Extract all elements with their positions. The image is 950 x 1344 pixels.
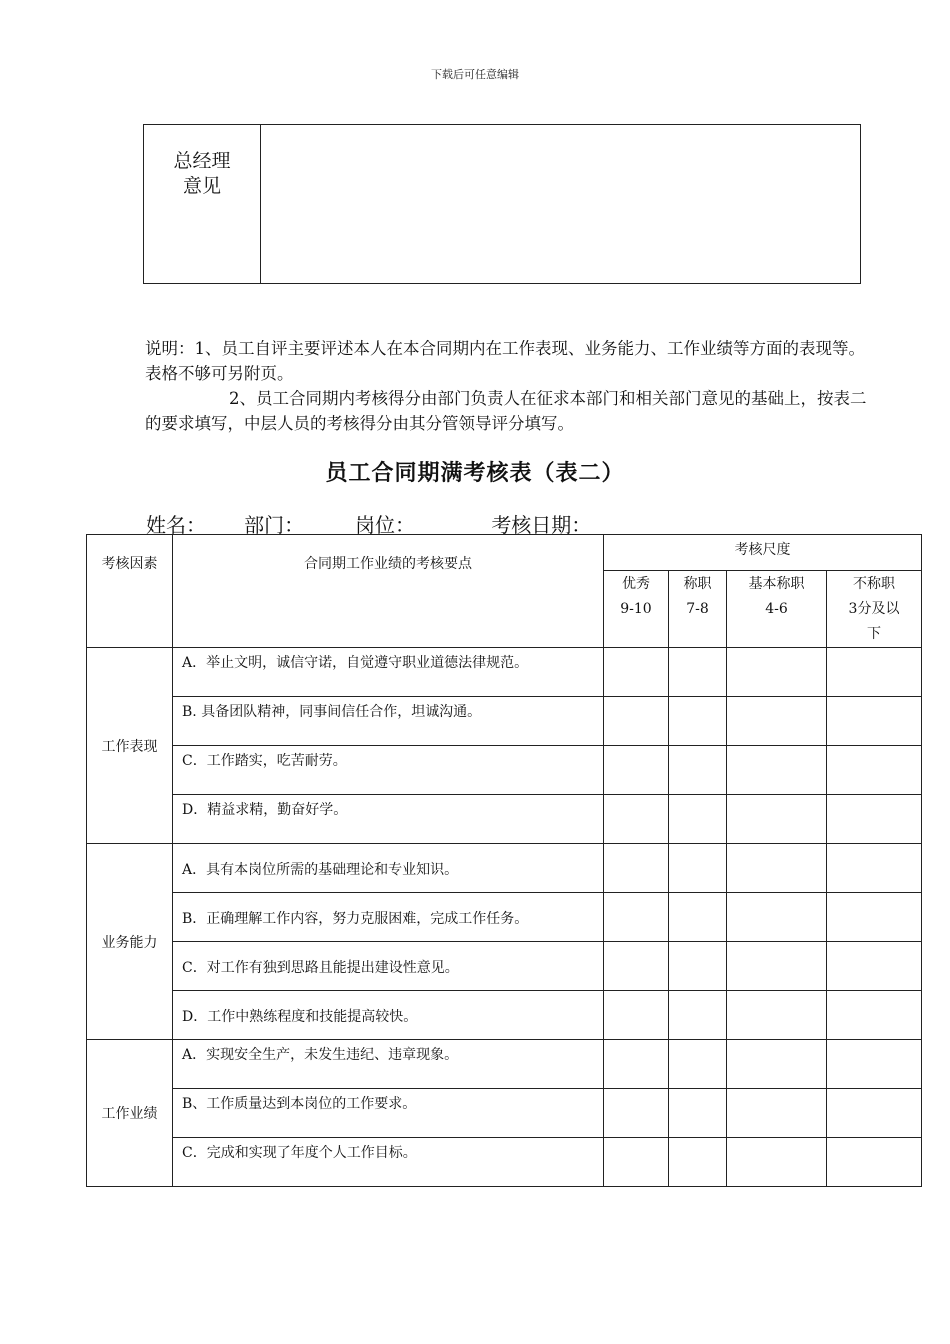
score-cell[interactable] bbox=[604, 795, 669, 844]
score-cell[interactable] bbox=[669, 942, 727, 991]
score-cell[interactable] bbox=[827, 991, 922, 1040]
score-cell[interactable] bbox=[604, 1040, 669, 1089]
info-post: 岗位： bbox=[355, 513, 416, 537]
gm-label-line2: 意见 bbox=[182, 175, 221, 197]
info-dept: 部门： bbox=[244, 513, 305, 537]
score-cell[interactable] bbox=[669, 1138, 727, 1187]
score-cell[interactable] bbox=[727, 893, 827, 942]
item-text: A．实现安全生产，未发生违纪、违章现象。 bbox=[173, 1040, 604, 1089]
item-text: A．举止文明，诚信守诺，自觉遵守职业道德法律规范。 bbox=[173, 648, 604, 697]
score-cell[interactable] bbox=[827, 746, 922, 795]
score-cell[interactable] bbox=[727, 991, 827, 1040]
score-cell[interactable] bbox=[604, 942, 669, 991]
score-cell[interactable] bbox=[604, 746, 669, 795]
item-text: B、工作质量达到本岗位的工作要求。 bbox=[173, 1089, 604, 1138]
item-text: D．精益求精，勤奋好学。 bbox=[173, 795, 604, 844]
score-cell[interactable] bbox=[604, 991, 669, 1040]
score-cell[interactable] bbox=[669, 746, 727, 795]
score-cell[interactable] bbox=[669, 795, 727, 844]
score-cell[interactable] bbox=[727, 746, 827, 795]
info-name: 姓名： bbox=[146, 513, 206, 537]
gm-opinion-box bbox=[143, 124, 861, 284]
score-cell[interactable] bbox=[604, 1138, 669, 1187]
factor-business-ability: 业务能力 bbox=[87, 844, 173, 1040]
note-1: 说明：1、员工自评主要评述本人在本合同期内在工作表现、业务能力、工作业绩等方面的表现等。表格不够可另附页。 bbox=[145, 339, 865, 383]
info-date: 考核日期： bbox=[491, 513, 592, 537]
score-cell[interactable] bbox=[827, 697, 922, 746]
score-cell[interactable] bbox=[727, 697, 827, 746]
score-cell[interactable] bbox=[604, 844, 669, 893]
scale-incompetent: 不称职 3分及以 下 bbox=[827, 571, 922, 648]
score-cell[interactable] bbox=[669, 1040, 727, 1089]
score-cell[interactable] bbox=[727, 1138, 827, 1187]
score-cell[interactable] bbox=[827, 1138, 922, 1187]
score-cell[interactable] bbox=[669, 991, 727, 1040]
item-text: B. 具备团队精神，同事间信任合作，坦诚沟通。 bbox=[173, 697, 604, 746]
header-points: 合同期工作业绩的考核要点 bbox=[173, 535, 604, 648]
page-title: 员工合同期满考核表（表二） bbox=[325, 460, 625, 486]
score-cell[interactable] bbox=[669, 648, 727, 697]
item-text: C．对工作有独到思路且能提出建设性意见。 bbox=[173, 942, 604, 991]
gm-opinion-label bbox=[144, 125, 261, 283]
score-cell[interactable] bbox=[727, 844, 827, 893]
scale-competent: 称职 7-8 bbox=[669, 571, 727, 648]
item-text: B．正确理解工作内容，努力克服困难，完成工作任务。 bbox=[173, 893, 604, 942]
score-cell[interactable] bbox=[827, 648, 922, 697]
factor-work-performance: 工作表现 bbox=[87, 648, 173, 844]
score-cell[interactable] bbox=[604, 893, 669, 942]
header-factor: 考核因素 bbox=[87, 535, 173, 648]
score-cell[interactable] bbox=[604, 648, 669, 697]
note-2: 2、员工合同期内考核得分由部门负责人在征求本部门和相关部门意见的基础上，按表二的要求填写，中层人员的考核得分由其分管领导评分填写。 bbox=[145, 389, 867, 433]
scale-excellent: 优秀 9-10 bbox=[604, 571, 669, 648]
score-cell[interactable] bbox=[669, 893, 727, 942]
scale-basic: 基本称职 4-6 bbox=[727, 571, 827, 648]
gm-label-line1: 总经理 bbox=[173, 150, 231, 172]
header-note: 下载后可任意编辑 bbox=[431, 68, 519, 81]
evaluation-table bbox=[86, 534, 922, 1187]
gm-opinion-field[interactable] bbox=[261, 125, 860, 283]
score-cell[interactable] bbox=[827, 795, 922, 844]
score-cell[interactable] bbox=[727, 795, 827, 844]
header-scale: 考核尺度 bbox=[604, 535, 922, 571]
score-cell[interactable] bbox=[727, 1089, 827, 1138]
score-cell[interactable] bbox=[727, 648, 827, 697]
score-cell[interactable] bbox=[669, 1089, 727, 1138]
score-cell[interactable] bbox=[827, 844, 922, 893]
score-cell[interactable] bbox=[604, 697, 669, 746]
score-cell[interactable] bbox=[727, 1040, 827, 1089]
score-cell[interactable] bbox=[727, 942, 827, 991]
score-cell[interactable] bbox=[827, 942, 922, 991]
factor-work-results: 工作业绩 bbox=[87, 1040, 173, 1187]
item-text: C．工作踏实，吃苦耐劳。 bbox=[173, 746, 604, 795]
notes-section bbox=[145, 336, 875, 436]
score-cell[interactable] bbox=[669, 697, 727, 746]
score-cell[interactable] bbox=[669, 844, 727, 893]
score-cell[interactable] bbox=[827, 1040, 922, 1089]
item-text: A．具有本岗位所需的基础理论和专业知识。 bbox=[173, 844, 604, 893]
item-text: C．完成和实现了年度个人工作目标。 bbox=[173, 1138, 604, 1187]
score-cell[interactable] bbox=[827, 1089, 922, 1138]
score-cell[interactable] bbox=[604, 1089, 669, 1138]
score-cell[interactable] bbox=[827, 893, 922, 942]
item-text: D．工作中熟练程度和技能提高较快。 bbox=[173, 991, 604, 1040]
